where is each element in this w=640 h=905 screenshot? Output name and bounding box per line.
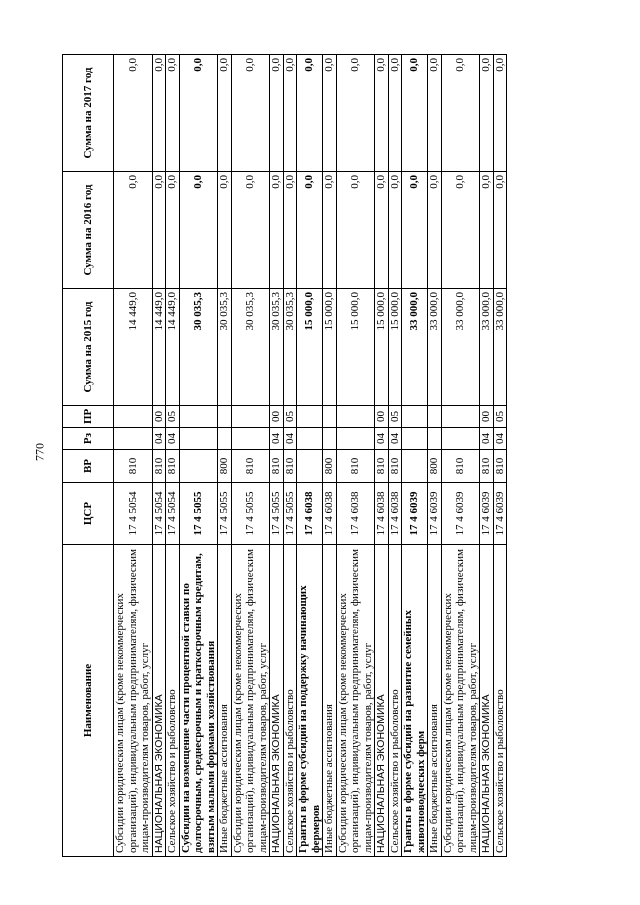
cell-rz — [323, 428, 337, 450]
cell-csr: 17 4 6039 — [402, 483, 428, 545]
cell-pr — [336, 406, 375, 428]
table-row — [428, 55, 442, 857]
cell-rz — [179, 428, 218, 450]
cell-rz — [402, 428, 428, 450]
table-row — [375, 55, 389, 857]
cell-csr: 17 4 5054 — [152, 483, 166, 545]
cell-pr — [402, 406, 428, 428]
cell-vr: 810 — [231, 450, 270, 483]
cell-sum-2017: 0,0 — [283, 55, 297, 172]
table-row — [231, 55, 270, 857]
cell-rz: 04 — [152, 428, 166, 450]
cell-rz: 04 — [480, 428, 494, 450]
cell-vr: 810 — [441, 450, 480, 483]
col-header-name: Наименование — [63, 545, 114, 857]
cell-rz — [297, 428, 323, 450]
cell-name: Субсидии юридическим лицам (кроме некоммерческих организаций), индивидуальным предпринимателям, физическим лицам-производителям товаров, работ, услуг — [231, 545, 270, 857]
table-row — [270, 55, 284, 857]
cell-csr: 17 4 6038 — [336, 483, 375, 545]
cell-vr: 810 — [336, 450, 375, 483]
cell-pr — [441, 406, 480, 428]
table-row — [323, 55, 337, 857]
cell-sum-2015: 14 449,0 — [114, 289, 153, 406]
cell-rz — [114, 428, 153, 450]
cell-sum-2015: 30 035,3 — [218, 289, 232, 406]
cell-sum-2016: 0,0 — [441, 172, 480, 289]
table-row — [388, 55, 402, 857]
cell-rz — [336, 428, 375, 450]
cell-sum-2015: 14 449,0 — [166, 289, 180, 406]
table-row — [283, 55, 297, 857]
cell-name: НАЦИОНАЛЬНАЯ ЭКОНОМИКА — [480, 545, 494, 857]
cell-csr: 17 4 6038 — [388, 483, 402, 545]
table-body — [114, 55, 507, 857]
col-header-sum-2016: Сумма на 2016 год — [63, 172, 114, 289]
cell-pr: 05 — [388, 406, 402, 428]
cell-rz: 04 — [270, 428, 284, 450]
cell-vr: 810 — [388, 450, 402, 483]
cell-vr: 800 — [323, 450, 337, 483]
cell-csr: 17 4 5055 — [231, 483, 270, 545]
cell-sum-2016: 0,0 — [336, 172, 375, 289]
cell-sum-2015: 15 000,0 — [323, 289, 337, 406]
cell-csr: 17 4 6038 — [375, 483, 389, 545]
cell-sum-2017: 0,0 — [114, 55, 153, 172]
cell-sum-2017: 0,0 — [428, 55, 442, 172]
cell-pr — [114, 406, 153, 428]
col-header-pr: ПР — [63, 406, 114, 428]
cell-vr — [297, 450, 323, 483]
table-row — [152, 55, 166, 857]
col-header-vr: ВР — [63, 450, 114, 483]
cell-sum-2016: 0,0 — [114, 172, 153, 289]
cell-pr — [218, 406, 232, 428]
cell-csr: 17 4 5055 — [283, 483, 297, 545]
cell-sum-2015: 33 000,0 — [402, 289, 428, 406]
cell-name: Иные бюджетные ассигнования — [428, 545, 442, 857]
cell-sum-2017: 0,0 — [375, 55, 389, 172]
cell-csr: 17 4 5055 — [218, 483, 232, 545]
cell-pr: 05 — [166, 406, 180, 428]
rotated-table-area — [62, 55, 577, 857]
cell-sum-2015: 33 000,0 — [493, 289, 507, 406]
cell-sum-2016: 0,0 — [218, 172, 232, 289]
cell-sum-2017: 0,0 — [480, 55, 494, 172]
page-number: 770 — [32, 443, 47, 461]
cell-csr: 17 4 5054 — [166, 483, 180, 545]
cell-sum-2015: 15 000,0 — [375, 289, 389, 406]
cell-sum-2016: 0,0 — [152, 172, 166, 289]
cell-name: Субсидии юридическим лицам (кроме некоммерческих организаций), индивидуальным предпринимателям, физическим лицам-производителям товаров, работ, услуг — [336, 545, 375, 857]
cell-sum-2015: 15 000,0 — [388, 289, 402, 406]
table-row — [179, 55, 218, 857]
cell-pr: 00 — [480, 406, 494, 428]
budget-table — [62, 54, 507, 857]
cell-name: НАЦИОНАЛЬНАЯ ЭКОНОМИКА — [152, 545, 166, 857]
cell-pr: 00 — [375, 406, 389, 428]
cell-sum-2016: 0,0 — [323, 172, 337, 289]
cell-sum-2015: 30 035,3 — [231, 289, 270, 406]
cell-sum-2015: 33 000,0 — [480, 289, 494, 406]
cell-sum-2017: 0,0 — [152, 55, 166, 172]
cell-vr: 810 — [166, 450, 180, 483]
cell-sum-2017: 0,0 — [166, 55, 180, 172]
cell-vr: 810 — [375, 450, 389, 483]
cell-sum-2017: 0,0 — [323, 55, 337, 172]
cell-csr: 17 4 5055 — [179, 483, 218, 545]
cell-sum-2015: 15 000,0 — [297, 289, 323, 406]
cell-name: Иные бюджетные ассигнования — [218, 545, 232, 857]
cell-pr — [231, 406, 270, 428]
cell-pr — [428, 406, 442, 428]
cell-sum-2015: 33 000,0 — [428, 289, 442, 406]
cell-pr — [297, 406, 323, 428]
cell-sum-2016: 0,0 — [297, 172, 323, 289]
cell-sum-2017: 0,0 — [493, 55, 507, 172]
cell-sum-2017: 0,0 — [402, 55, 428, 172]
cell-pr: 05 — [493, 406, 507, 428]
cell-sum-2016: 0,0 — [388, 172, 402, 289]
cell-vr: 810 — [270, 450, 284, 483]
cell-rz — [231, 428, 270, 450]
cell-sum-2017: 0,0 — [218, 55, 232, 172]
cell-csr: 17 4 6039 — [428, 483, 442, 545]
cell-pr: 05 — [283, 406, 297, 428]
cell-sum-2017: 0,0 — [179, 55, 218, 172]
table-row — [297, 55, 323, 857]
col-header-sum-2017: Сумма на 2017 год — [63, 55, 114, 172]
cell-rz: 04 — [166, 428, 180, 450]
table-row — [441, 55, 480, 857]
table-row — [218, 55, 232, 857]
cell-sum-2017: 0,0 — [441, 55, 480, 172]
col-header-rz: Рз — [63, 428, 114, 450]
cell-sum-2015: 33 000,0 — [441, 289, 480, 406]
header-row — [63, 55, 114, 857]
table-rotator — [62, 55, 577, 857]
cell-name: Гранты в форме субсидий на поддержку начинающих фермеров — [297, 545, 323, 857]
col-header-csr: ЦСР — [63, 483, 114, 545]
cell-pr: 00 — [270, 406, 284, 428]
cell-rz — [428, 428, 442, 450]
cell-csr: 17 4 6039 — [480, 483, 494, 545]
cell-csr: 17 4 6038 — [323, 483, 337, 545]
cell-sum-2015: 14 449,0 — [152, 289, 166, 406]
cell-name: Субсидии юридическим лицам (кроме некоммерческих организаций), индивидуальным предпринимателям, физическим лицам-производителям товаров, работ, услуг — [441, 545, 480, 857]
table-row — [480, 55, 494, 857]
cell-csr: 17 4 5054 — [114, 483, 153, 545]
cell-name: НАЦИОНАЛЬНАЯ ЭКОНОМИКА — [270, 545, 284, 857]
cell-name: Гранты в форме субсидий на развитие семейных животноводческих ферм — [402, 545, 428, 857]
cell-rz: 04 — [283, 428, 297, 450]
table-row — [114, 55, 153, 857]
col-header-sum-2015: Сумма на 2015 год — [63, 289, 114, 406]
table-row — [336, 55, 375, 857]
cell-name: Сельское хозяйство и рыболовство — [283, 545, 297, 857]
cell-sum-2017: 0,0 — [270, 55, 284, 172]
cell-sum-2016: 0,0 — [166, 172, 180, 289]
cell-sum-2015: 30 035,3 — [270, 289, 284, 406]
cell-sum-2016: 0,0 — [179, 172, 218, 289]
cell-rz — [441, 428, 480, 450]
cell-sum-2015: 30 035,3 — [179, 289, 218, 406]
cell-sum-2017: 0,0 — [336, 55, 375, 172]
cell-sum-2016: 0,0 — [283, 172, 297, 289]
cell-sum-2017: 0,0 — [231, 55, 270, 172]
cell-pr: 00 — [152, 406, 166, 428]
cell-rz: 04 — [375, 428, 389, 450]
cell-sum-2016: 0,0 — [375, 172, 389, 289]
cell-vr — [402, 450, 428, 483]
cell-csr: 17 4 5055 — [270, 483, 284, 545]
cell-name: Субсидии на возмещение части процентной ставки по долгосрочным, среднесрочным и краткосрочным кредитам, взятым малыми формами хозяйствования — [179, 545, 218, 857]
cell-sum-2015: 15 000,0 — [336, 289, 375, 406]
cell-name: Иные бюджетные ассигнования — [323, 545, 337, 857]
cell-rz: 04 — [493, 428, 507, 450]
cell-vr: 810 — [152, 450, 166, 483]
cell-vr: 810 — [114, 450, 153, 483]
table-row — [493, 55, 507, 857]
cell-sum-2016: 0,0 — [231, 172, 270, 289]
cell-sum-2016: 0,0 — [493, 172, 507, 289]
cell-sum-2016: 0,0 — [402, 172, 428, 289]
cell-name: НАЦИОНАЛЬНАЯ ЭКОНОМИКА — [375, 545, 389, 857]
cell-csr: 17 4 6039 — [493, 483, 507, 545]
cell-vr — [179, 450, 218, 483]
cell-sum-2017: 0,0 — [297, 55, 323, 172]
cell-name: Субсидии юридическим лицам (кроме некоммерческих организаций), индивидуальным предпринимателям, физическим лицам-производителям товаров, работ, услуг — [114, 545, 153, 857]
table-row — [166, 55, 180, 857]
cell-csr: 17 4 6038 — [297, 483, 323, 545]
cell-sum-2016: 0,0 — [428, 172, 442, 289]
cell-csr: 17 4 6039 — [441, 483, 480, 545]
cell-name: Сельское хозяйство и рыболовство — [493, 545, 507, 857]
cell-name: Сельское хозяйство и рыболовство — [388, 545, 402, 857]
cell-vr: 800 — [428, 450, 442, 483]
cell-rz: 04 — [388, 428, 402, 450]
cell-vr: 800 — [218, 450, 232, 483]
table-row — [402, 55, 428, 857]
cell-name: Сельское хозяйство и рыболовство — [166, 545, 180, 857]
cell-vr: 810 — [493, 450, 507, 483]
cell-vr: 810 — [480, 450, 494, 483]
cell-sum-2015: 30 035,3 — [283, 289, 297, 406]
cell-sum-2017: 0,0 — [388, 55, 402, 172]
cell-vr: 810 — [283, 450, 297, 483]
cell-pr — [179, 406, 218, 428]
cell-rz — [218, 428, 232, 450]
cell-pr — [323, 406, 337, 428]
cell-sum-2016: 0,0 — [270, 172, 284, 289]
cell-sum-2016: 0,0 — [480, 172, 494, 289]
